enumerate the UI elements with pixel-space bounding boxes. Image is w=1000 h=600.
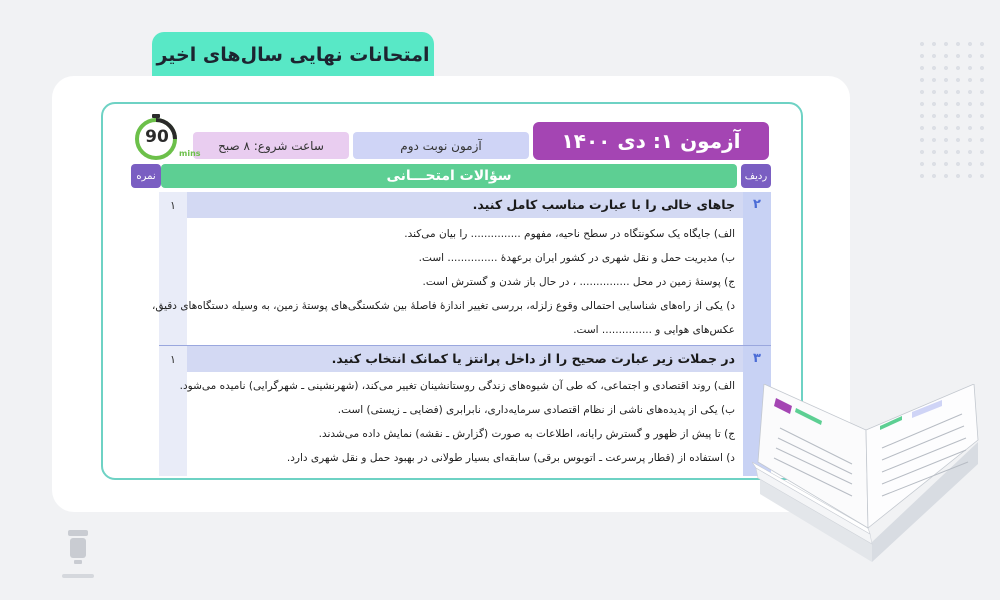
- exam-session: آزمون نوبت دوم: [353, 132, 529, 159]
- score-column: [159, 192, 187, 476]
- timer-number: 90: [145, 127, 169, 147]
- question-heading-row: [187, 192, 743, 218]
- exam-start-time: ساعت شروع: ۸ صبح: [193, 132, 349, 159]
- question-score: ۱: [170, 199, 176, 212]
- question-line: ب) مدیریت حمل و نقل شهری در کشور ایران برعهدهٔ ............... است.: [418, 252, 735, 264]
- question-line: الف) روند اقتصادی و اجتماعی، که طی آن شیوه‌های زندگی روستانشینان تغییر می‌کند، (شهرنشینی ـ شهرگرایی) نامیده می‌شود.: [179, 380, 735, 392]
- exam-title: آزمون ۱: دی ۱۴۰۰: [533, 122, 769, 160]
- timer-unit: mins: [179, 149, 201, 158]
- dot-pattern: [916, 38, 986, 178]
- open-book-image: [752, 384, 984, 584]
- question-heading: جاهای خالی را با عبارت مناسب کامل کنید.: [472, 197, 735, 212]
- question-line: الف) جایگاه یک سکونتگاه در سطح ناحیه، مفهوم ............... را بیان می‌کند.: [404, 228, 735, 240]
- question-number: ۳: [753, 351, 761, 366]
- brand-logo: [60, 528, 96, 588]
- banner-title: امتحانات نهایی سال‌های اخیر: [156, 44, 430, 66]
- questions-header: سؤالات امتحـــانی: [161, 164, 737, 188]
- question-line: عکس‌های هوایی و ............... است.: [573, 324, 735, 336]
- column-label-radif: ردیف: [741, 164, 771, 188]
- stopwatch-icon: [133, 114, 201, 160]
- question-heading-row: [187, 346, 743, 372]
- question-line: ج) پوستهٔ زمین در محل ............... ، در حال باز شدن و گسترش است.: [422, 276, 735, 288]
- column-label-nomre: نمره: [131, 164, 161, 188]
- page-banner: [152, 32, 434, 78]
- question-line: د) استفاده از (قطار پرسرعت ـ اتوبوس برقی) سابقه‌ای بسیار طولانی در بهبود حمل و نقل شهری دارد.: [286, 452, 735, 464]
- question-line: د) یکی از راه‌های شناسایی احتمالی وقوع زلزله، بررسی تغییر اندازهٔ فاصلهٔ بین شکستگی‌های پوستهٔ زمین، به وسیله دستگاه‌های دقیق،: [151, 300, 735, 312]
- exam-sheet: [101, 102, 803, 480]
- question-score: ۱: [170, 353, 176, 366]
- question-line: ج) تا پیش از ظهور و گسترش رایانه، اطلاعات به صورت (گزارش ـ نقشه) نمایش داده می‌شدند.: [318, 428, 735, 440]
- questions-table: [151, 192, 771, 476]
- question-heading: در جملات زیر عبارت صحیح را از داخل پرانتز یا کمانک انتخاب کنید.: [331, 351, 735, 366]
- question-line: ب) یکی از پدیده‌های ناشی از نظام اقتصادی سرمایه‌داری، نابرابری (فضایی ـ زیستی) است.: [337, 404, 735, 416]
- question-number: ۲: [753, 197, 761, 212]
